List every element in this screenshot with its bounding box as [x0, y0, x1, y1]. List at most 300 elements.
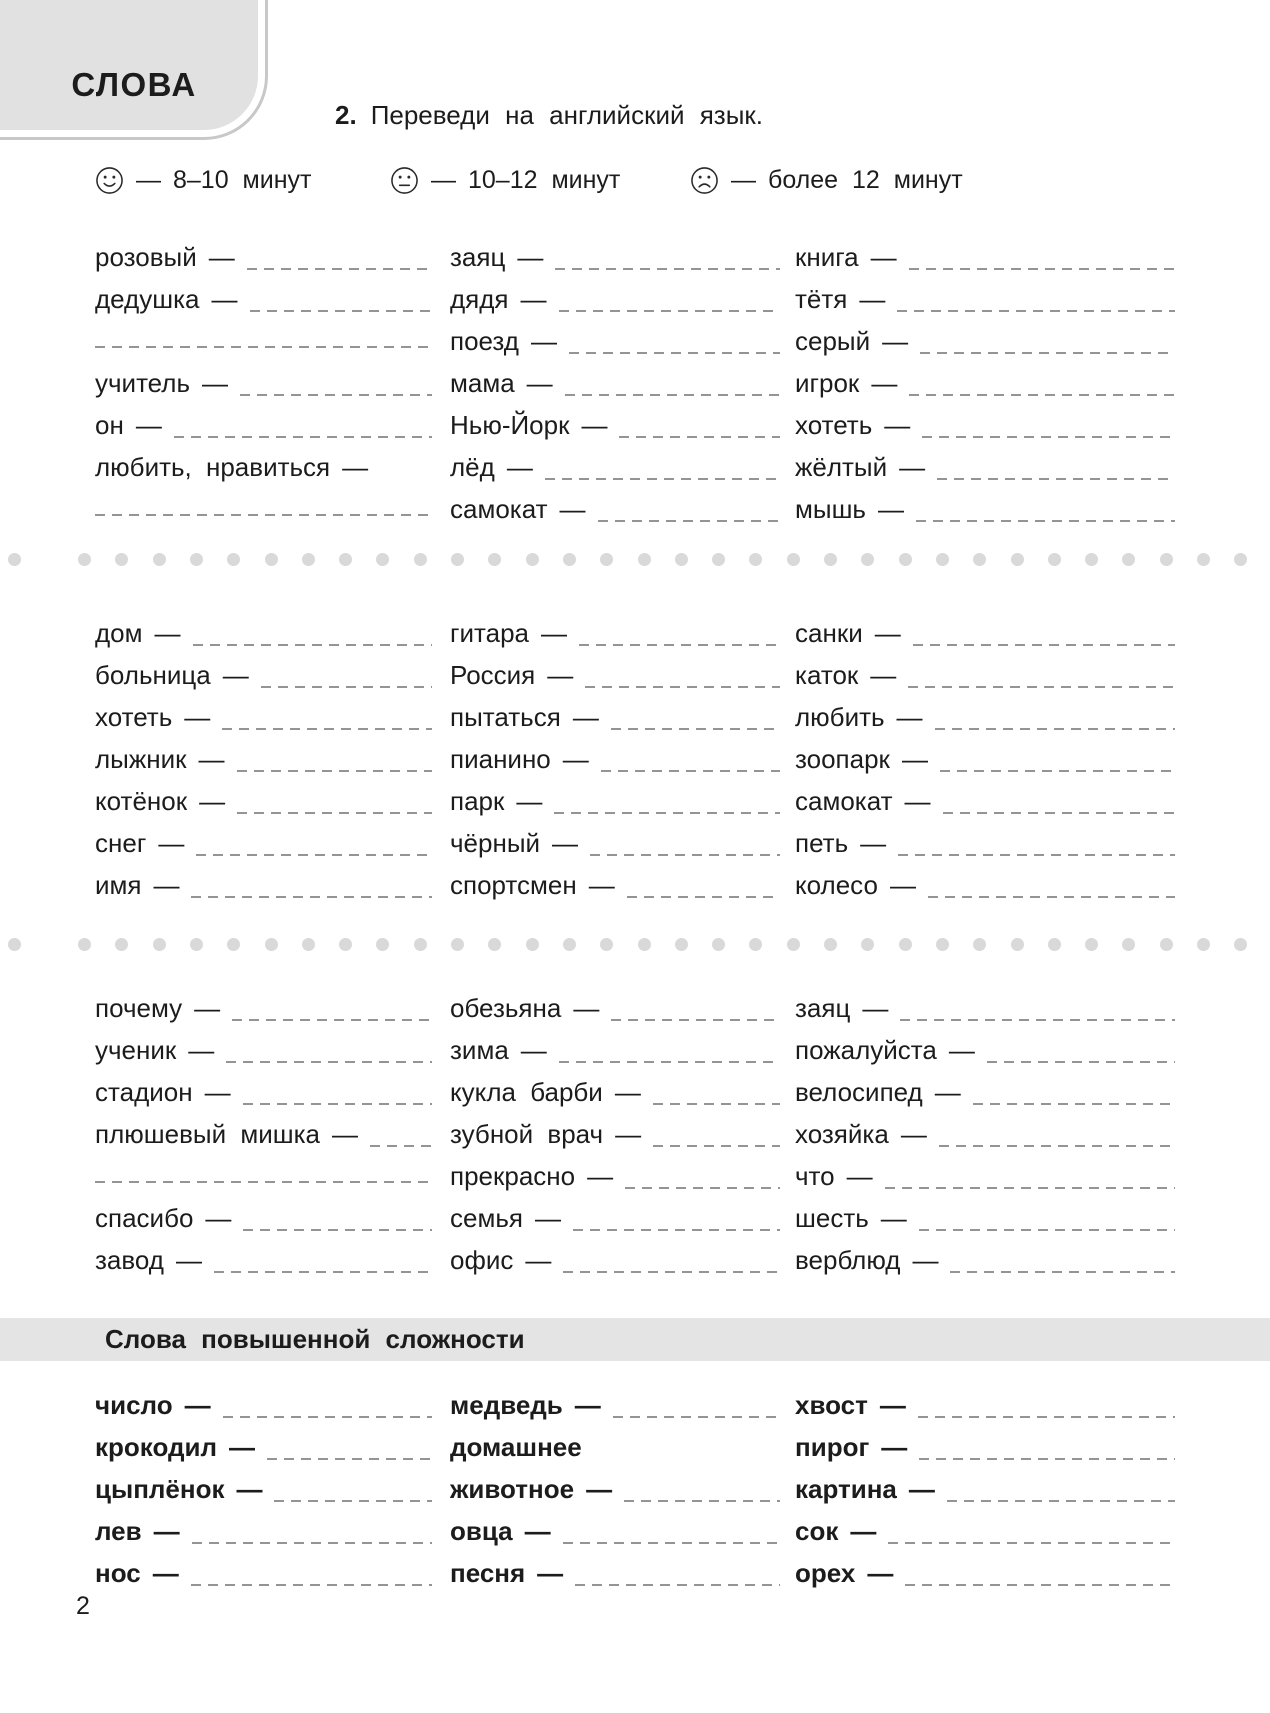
- word-label: офис: [450, 1244, 514, 1275]
- answer-line: [191, 1584, 432, 1587]
- word-label: животное: [450, 1473, 575, 1504]
- answer-line: [232, 1019, 432, 1022]
- em-dash: —: [562, 743, 589, 774]
- word-row: [450, 1468, 780, 1510]
- separator-dot: [227, 938, 240, 951]
- separator-dot: [526, 938, 539, 951]
- em-dash: —: [574, 1389, 601, 1420]
- answer-line: [613, 1416, 780, 1419]
- word-label: цыплёнок: [95, 1473, 225, 1504]
- word-label: зубной врач: [450, 1118, 604, 1149]
- word-row: [795, 1155, 1175, 1197]
- separator-dot: [488, 938, 501, 951]
- em-dash: —: [859, 283, 886, 314]
- word-row: [450, 362, 780, 404]
- word-row: [95, 1071, 432, 1113]
- separator-dot: [787, 938, 800, 951]
- word-row: [795, 822, 1175, 864]
- em-dash: —: [731, 166, 756, 194]
- word-row: [95, 1384, 432, 1426]
- word-row: [450, 1426, 780, 1468]
- word-label: он: [95, 409, 124, 440]
- answer-line: [611, 728, 780, 731]
- separator-dot: [115, 938, 128, 951]
- word-row: [450, 320, 780, 362]
- answer-line: [214, 1271, 432, 1274]
- separator-dot: [638, 553, 651, 566]
- word-label: мама: [450, 367, 515, 398]
- em-dash: —: [552, 827, 579, 858]
- word-label: песня: [450, 1557, 526, 1588]
- em-dash: —: [154, 617, 181, 648]
- separator-dot: [376, 553, 389, 566]
- em-dash: —: [573, 992, 600, 1023]
- word-row: [795, 320, 1175, 362]
- advanced-word-block: [95, 1384, 1175, 1594]
- separator-dot: [936, 938, 949, 951]
- answer-line: [627, 896, 780, 899]
- word-row: [95, 278, 432, 320]
- separator-dot: [1197, 553, 1210, 566]
- word-row: [795, 236, 1175, 278]
- word-label: медведь: [450, 1389, 563, 1420]
- em-dash: —: [229, 1431, 255, 1462]
- word-row: [95, 362, 432, 404]
- answer-line: [243, 1229, 432, 1232]
- word-row: [95, 1197, 432, 1239]
- em-dash: —: [530, 325, 557, 356]
- answer-line: [237, 812, 432, 815]
- answer-line: [598, 520, 780, 523]
- word-row: [795, 780, 1175, 822]
- word-row: [450, 654, 780, 696]
- em-dash: —: [870, 241, 897, 272]
- answer-line: [274, 1500, 432, 1503]
- word-label: стадион: [95, 1076, 193, 1107]
- separator-dot: [563, 553, 576, 566]
- separator-dot: [339, 553, 352, 566]
- word-label: санки: [795, 617, 863, 648]
- answer-line: [565, 394, 780, 397]
- word-row: [95, 1552, 432, 1594]
- em-dash: —: [874, 617, 901, 648]
- word-row: [795, 987, 1175, 1029]
- word-row: [795, 1552, 1175, 1594]
- em-dash: —: [204, 1076, 231, 1107]
- word-row: [795, 864, 1175, 906]
- separator-dot: [78, 938, 91, 951]
- answer-line: [555, 268, 780, 271]
- answer-line: [909, 394, 1175, 397]
- word-label: поезд: [450, 325, 519, 356]
- separator-dot: [712, 553, 725, 566]
- word-row: [95, 987, 432, 1029]
- answer-line: [243, 1103, 432, 1106]
- word-label: спасибо: [95, 1202, 194, 1233]
- em-dash: —: [520, 283, 547, 314]
- dotted-separator: [0, 938, 1270, 951]
- word-row: [450, 278, 780, 320]
- word-label: колесо: [795, 869, 878, 900]
- word-row: [795, 1468, 1175, 1510]
- word-row: [450, 822, 780, 864]
- word-row: [95, 1468, 432, 1510]
- word-label: серый: [795, 325, 871, 356]
- word-label: почему: [95, 992, 183, 1023]
- word-row: [795, 696, 1175, 738]
- separator-dot: [749, 938, 762, 951]
- separator-dot: [526, 553, 539, 566]
- answer-line: [601, 770, 780, 773]
- word-row: [450, 236, 780, 278]
- word-label: каток: [795, 659, 859, 690]
- em-dash: —: [877, 493, 904, 524]
- word-column: [95, 1384, 432, 1594]
- word-column: [450, 612, 780, 906]
- section-title: СЛОВА: [71, 66, 197, 103]
- word-row: [795, 654, 1175, 696]
- word-row: [795, 1239, 1175, 1281]
- separator-dot: [824, 938, 837, 951]
- separator-dot: [1160, 553, 1173, 566]
- word-label: сок: [795, 1515, 839, 1546]
- em-dash: —: [526, 367, 553, 398]
- word-row: [95, 780, 432, 822]
- word-label: пытаться: [450, 701, 561, 732]
- separator-dot: [1011, 553, 1024, 566]
- timing-item-medium: [390, 166, 620, 195]
- word-label: что: [795, 1160, 835, 1191]
- word-block-2: [95, 612, 1175, 906]
- separator-dot: [1122, 553, 1135, 566]
- answer-line: [569, 352, 780, 355]
- separator-dot: [824, 553, 837, 566]
- separator-dot: [302, 938, 315, 951]
- word-label: хотеть: [795, 409, 873, 440]
- word-label: лёд: [450, 451, 495, 482]
- em-dash: —: [199, 785, 226, 816]
- em-dash: —: [198, 743, 225, 774]
- word-column: [795, 236, 1175, 530]
- word-label: чёрный: [450, 827, 541, 858]
- em-dash: —: [175, 1244, 202, 1275]
- answer-line: [897, 310, 1175, 313]
- word-column: [795, 987, 1175, 1281]
- answer-line: [559, 1061, 780, 1064]
- answer-line: [579, 644, 780, 647]
- answer-line: [267, 1458, 432, 1461]
- word-row: [450, 1510, 780, 1552]
- answer-line: [939, 1145, 1175, 1148]
- word-label: крокодил: [95, 1431, 217, 1462]
- em-dash: —: [900, 1118, 927, 1149]
- word-row: [450, 612, 780, 654]
- word-row: [95, 1510, 432, 1552]
- section-header-tab: [0, 0, 258, 130]
- em-dash: —: [153, 1515, 180, 1546]
- em-dash: —: [541, 617, 568, 648]
- word-column: [450, 1384, 780, 1594]
- answer-line: [916, 520, 1175, 523]
- word-row: [795, 488, 1175, 530]
- dotted-separator: [0, 553, 1270, 566]
- answer-line: [653, 1145, 780, 1148]
- answer-line: [95, 1181, 432, 1184]
- word-label: самокат: [450, 493, 548, 524]
- word-row: [95, 822, 432, 864]
- word-column: [450, 236, 780, 530]
- separator-dot: [675, 553, 688, 566]
- neutral-face-icon: [390, 166, 419, 195]
- word-label: котёнок: [95, 785, 188, 816]
- word-row: [450, 1029, 780, 1071]
- separator-dot: [1234, 553, 1247, 566]
- answer-line: [261, 686, 432, 689]
- em-dash: —: [211, 283, 238, 314]
- word-row: [95, 446, 432, 488]
- em-dash: —: [136, 166, 161, 194]
- answer-line: [885, 1187, 1175, 1190]
- separator-dot: [115, 553, 128, 566]
- answer-line: [192, 1542, 432, 1545]
- word-label: любить: [795, 701, 885, 732]
- separator-dot: [973, 553, 986, 566]
- em-dash: —: [534, 1202, 561, 1233]
- em-dash: —: [331, 1118, 358, 1149]
- word-row: [795, 1197, 1175, 1239]
- answer-line: [653, 1103, 780, 1106]
- answer-line: [625, 1187, 780, 1190]
- word-label: ученик: [95, 1034, 177, 1065]
- answer-line: [191, 896, 432, 899]
- answer-line: [909, 268, 1175, 271]
- answer-continuation-row: [95, 488, 432, 530]
- answer-line: [919, 1229, 1175, 1232]
- word-column: [795, 612, 1175, 906]
- answer-line: [222, 728, 432, 731]
- word-label: самокат: [795, 785, 893, 816]
- word-row: [795, 446, 1175, 488]
- word-label: петь: [795, 827, 849, 858]
- em-dash: —: [547, 659, 574, 690]
- answer-line: [937, 478, 1175, 481]
- word-label: Нью-Йорк: [450, 409, 570, 440]
- separator-dot: [861, 938, 874, 951]
- separator-dot: [749, 553, 762, 566]
- answer-line: [900, 1019, 1175, 1022]
- em-dash: —: [850, 1515, 877, 1546]
- separator-dot: [1048, 938, 1061, 951]
- answer-line: [193, 644, 432, 647]
- answer-line: [950, 1271, 1175, 1274]
- em-dash: —: [862, 992, 889, 1023]
- separator-dot: [600, 938, 613, 951]
- answer-line: [250, 310, 433, 313]
- answer-continuation-row: [95, 1155, 432, 1197]
- word-row: [795, 612, 1175, 654]
- answer-line: [898, 854, 1175, 857]
- separator-dot: [563, 938, 576, 951]
- answer-line: [563, 1271, 780, 1274]
- word-label: тётя: [795, 283, 848, 314]
- em-dash: —: [614, 1076, 641, 1107]
- answer-line: [237, 770, 432, 773]
- em-dash: —: [572, 701, 599, 732]
- word-row: [450, 1071, 780, 1113]
- answer-line: [247, 268, 432, 271]
- word-label: заяц: [795, 992, 851, 1023]
- em-dash: —: [158, 827, 185, 858]
- word-label: кукла барби: [450, 1076, 603, 1107]
- word-label: орех: [795, 1557, 856, 1588]
- word-row: [95, 696, 432, 738]
- word-row: [450, 1155, 780, 1197]
- em-dash: —: [516, 785, 543, 816]
- separator-dot: [8, 938, 21, 951]
- exercise-heading: [335, 100, 763, 131]
- word-column: [95, 987, 432, 1281]
- answer-line: [575, 1584, 780, 1587]
- separator-dot: [1085, 938, 1098, 951]
- exercise-number: 2.: [335, 100, 357, 130]
- word-label: Россия: [450, 659, 536, 690]
- timing-label: более 12 минут: [768, 166, 963, 194]
- word-block-3: [95, 987, 1175, 1281]
- answer-line: [928, 896, 1175, 899]
- separator-dot: [451, 553, 464, 566]
- answer-continuation-row: [95, 320, 432, 362]
- word-label: число: [95, 1389, 173, 1420]
- answer-line: [973, 1103, 1175, 1106]
- em-dash: —: [586, 1473, 613, 1504]
- word-label: плюшевый мишка: [95, 1118, 320, 1149]
- answer-line: [947, 1500, 1175, 1503]
- word-row: [95, 404, 432, 446]
- timing-item-slow: [690, 166, 963, 195]
- word-row: [795, 404, 1175, 446]
- answer-line: [624, 1500, 780, 1503]
- word-label: лев: [95, 1515, 142, 1546]
- em-dash: —: [152, 1557, 179, 1588]
- word-label: пирог: [795, 1431, 870, 1462]
- em-dash: —: [520, 1034, 547, 1065]
- advanced-words-banner: [0, 1318, 1270, 1361]
- word-row: [450, 738, 780, 780]
- separator-dot: [339, 938, 352, 951]
- em-dash: —: [588, 869, 615, 900]
- word-row: [795, 362, 1175, 404]
- separator-dot: [899, 938, 912, 951]
- separator-dot: [265, 553, 278, 566]
- separator-dot: [376, 938, 389, 951]
- separator-dot: [190, 938, 203, 951]
- em-dash: —: [202, 367, 228, 398]
- word-row: [795, 1510, 1175, 1552]
- em-dash: —: [184, 1389, 211, 1420]
- separator-dot: [1122, 938, 1135, 951]
- answer-line: [563, 1542, 780, 1545]
- answer-line: [908, 686, 1175, 689]
- word-row: [95, 1426, 432, 1468]
- em-dash: —: [881, 1431, 908, 1462]
- answer-line: [913, 644, 1175, 647]
- word-row: [795, 1384, 1175, 1426]
- timing-label: 8–10 минут: [173, 166, 312, 194]
- word-label: парк: [450, 785, 505, 816]
- em-dash: —: [205, 1202, 232, 1233]
- answer-line: [888, 1542, 1175, 1545]
- word-label: зоопарк: [795, 743, 890, 774]
- answer-line: [585, 686, 780, 689]
- separator-dot: [1085, 553, 1098, 566]
- em-dash: —: [884, 409, 911, 440]
- word-row: [450, 864, 780, 906]
- word-label: лыжник: [95, 743, 187, 774]
- em-dash: —: [581, 409, 608, 440]
- separator-dot: [1011, 938, 1024, 951]
- answer-line: [559, 310, 781, 313]
- answer-line: [590, 854, 780, 857]
- word-block-1: [95, 236, 1175, 530]
- separator-dot: [414, 553, 427, 566]
- em-dash: —: [537, 1557, 564, 1588]
- answer-line: [611, 1019, 780, 1022]
- happy-face-icon: [95, 166, 124, 195]
- word-row: [95, 654, 432, 696]
- word-row: [450, 404, 780, 446]
- word-label: верблюд: [795, 1244, 901, 1275]
- answer-line: [196, 854, 432, 857]
- word-label: больница: [95, 659, 211, 690]
- word-label: домашнее: [450, 1431, 582, 1462]
- word-row: [450, 1384, 780, 1426]
- word-row: [795, 738, 1175, 780]
- em-dash: —: [860, 827, 887, 858]
- em-dash: —: [506, 451, 533, 482]
- answer-line: [922, 436, 1175, 439]
- word-row: [450, 1552, 780, 1594]
- em-dash: —: [153, 869, 180, 900]
- word-column: [95, 236, 432, 530]
- answer-line: [940, 770, 1175, 773]
- separator-dot: [1234, 938, 1247, 951]
- word-row: [95, 864, 432, 906]
- word-row: [795, 1426, 1175, 1468]
- em-dash: —: [904, 785, 931, 816]
- answer-line: [95, 346, 432, 349]
- separator-dot: [787, 553, 800, 566]
- em-dash: —: [948, 1034, 975, 1065]
- answer-line: [226, 1061, 432, 1064]
- word-label: завод: [95, 1244, 164, 1275]
- word-row: [795, 278, 1175, 320]
- word-row: [795, 1113, 1175, 1155]
- separator-dot: [899, 553, 912, 566]
- separator-dot: [153, 553, 166, 566]
- em-dash: —: [342, 451, 369, 482]
- word-label: велосипед: [795, 1076, 923, 1107]
- answer-line: [240, 394, 432, 397]
- answer-line: [920, 352, 1175, 355]
- separator-dot: [414, 938, 427, 951]
- word-row: [95, 1239, 432, 1281]
- em-dash: —: [934, 1076, 961, 1107]
- em-dash: —: [912, 1244, 939, 1275]
- em-dash: —: [870, 659, 897, 690]
- answer-line: [943, 812, 1175, 815]
- em-dash: —: [846, 1160, 873, 1191]
- word-row: [95, 738, 432, 780]
